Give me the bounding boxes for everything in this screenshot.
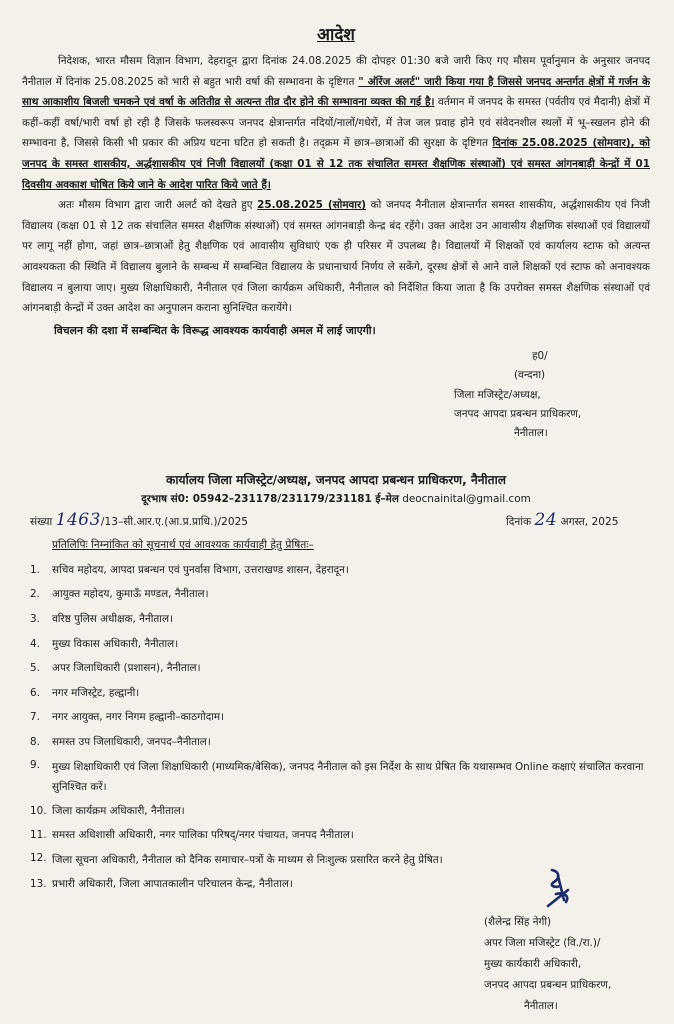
recipient-text: समस्त उप जिलाधिकारी, जनपद–नैनीताल।: [52, 735, 211, 748]
recipient-item: [22, 607, 650, 632]
recipients-list: [22, 558, 650, 897]
recipient-number: 10.: [30, 804, 47, 817]
recipient-number: 12.: [30, 851, 47, 864]
recipient-text: आयुक्त महोदय, कुमाऊँ मण्डल, नैनीताल।: [52, 588, 209, 601]
ref-code: /13–सी.आर.ए.(आ.प्र.प्राधि.)/2025: [100, 515, 249, 528]
recipient-number: 13.: [30, 877, 47, 890]
date-rest: अगस्त, 2025: [560, 515, 619, 528]
sig1-line: जिला मजिस्ट्रेट/अध्यक्ष,: [454, 388, 541, 401]
signature-scribble-icon: [530, 866, 580, 916]
p1-order: दिनांक 25.08.2025 (सोमवार), को जनपद के समस्त शासकीय, अर्द्धशासकीय एवं निजी विद्यालयों (कक्षा 01 से 12 तक संचालित समस्त शैक्षणिक संस्थाओं) एवं समस्त आंगनबाड़ी केन्द्रों में 01 दिवसीय अवकाश घोषित किये जाने के आदेश पारित किये जाते हैं।: [22, 137, 650, 191]
p1-lead: निदेशक, भारत मौसम विज्ञान विभाग, देहरादून द्वारा दिनांक 24.08.2025 की दोपहर 01:30 बजे जारी किए गए मौसम पूर्वानुमान के अनुसार जनपद नैनीताल में दिनांक 25.08.2025 को भारी से बहुत भारी वर्षा की सम्भावना के दृष्टिगत: [22, 55, 650, 88]
warning-line: विचलन की दशा में सम्बन्धित के विरूद्ध आवश्यक कार्यवाही अमल में लाई जाएगी।: [54, 323, 376, 337]
sig1-line: नैनीताल।: [514, 427, 548, 440]
recipient-text: वरिष्ठ पुलिस अधीक्षक, नैनीताल।: [52, 612, 173, 625]
sig2-line: नैनीताल।: [524, 1000, 558, 1013]
recipient-item: [22, 799, 650, 824]
p1-mid: वर्तमान में जनपद के समस्त (पर्वतीय एवं मैदानी) क्षेत्रों में कहीं–कहीं वर्षा/भारी वर्षा हो रही है जिसके फलस्वरूप जनपद क्षेत्रान्तर्गत नदियों/नालों/गधेरों, में तेज जल प्रवाह होने एवं संवेदनशील स्थलों में भू–स्खलन होने की सम्भावना है, जिससे किसी भी प्रकार की अप्रिय घटना घटित हो सकती है। तद्क्रम में छात्र–छात्राओं की सुरक्षा के दृष्टिगत: [22, 96, 650, 150]
ref-handwritten-number: 1463: [55, 509, 101, 530]
recipient-text: समस्त अधिशासी अधिकारी, नगर पालिका परिषद्/नगर पंचायत, जनपद नैनीताल।: [52, 829, 354, 842]
recipient-number: 3.: [30, 612, 40, 625]
paragraph-1: [22, 51, 650, 195]
recipient-item: [22, 681, 650, 706]
signature-block-dm: [454, 347, 650, 444]
recipient-number: 5.: [30, 662, 40, 675]
recipient-text: नगर मजिस्ट्रेट, हल्द्वानी।: [52, 686, 140, 699]
copy-to-header: प्रतिलिपिः निम्नांकित को सूचनार्थ एवं आवश्यक कार्यवाही हेतु प्रेषितः–: [52, 538, 314, 551]
phone-label: दूरभाष सं0: 05942–231178/231179/231181 ई–मेल: [141, 492, 399, 505]
sig1-line: जनपद आपदा प्रबन्धन प्राधिकरण,: [454, 407, 582, 420]
recipient-text: जिला कार्यक्रम अधिकारी, नैनीताल।: [52, 804, 185, 817]
recipient-number: 9.: [30, 758, 40, 771]
contact-line: [22, 490, 650, 508]
recipient-number: 8.: [30, 735, 40, 748]
ref-label: संख्या: [30, 515, 53, 528]
sig1-line: ह0/: [532, 349, 548, 362]
sig2-line: अपर जिला मजिस्ट्रेट (वि./रा.)/: [484, 937, 601, 950]
signature-block-adm: [484, 912, 650, 1017]
reference-number: [30, 510, 248, 530]
recipient-text: मुख्य शिक्षाधिकारी एवं जिला शिक्षाधिकारी (माध्यमिक/बेसिक), जनपद नैनीताल को इस निर्देश के साथ प्रेषित कि यथासम्भव Online कक्षाएं संचालित करवाना सुनिश्चित करें।: [52, 760, 644, 793]
recipient-item: [22, 705, 650, 730]
p1-alert: " ऑरेंज अलर्ट" जारी किया गया है जिससे जनपद अन्तर्गत क्षेत्रों में गर्जन के साथ आकाशीय बिजली चमकने एवं वर्षा के अतितीव्र से अत्यन्त तीव्र दौर होने की सम्भावना व्यक्त की गई है।: [22, 75, 650, 109]
email-address: deocnainital@gmail.com: [402, 492, 531, 505]
recipient-item: [22, 582, 650, 607]
recipient-text: नगर आयुक्त, नगर निगम हल्द्वानी–काठगोदाम।: [52, 711, 225, 724]
recipient-text: अपर जिलाधिकारी (प्रशासन), नैनीताल।: [52, 662, 201, 675]
recipient-number: 2.: [30, 588, 40, 601]
recipient-number: 4.: [30, 637, 40, 650]
sig1-line: (वन्दना): [514, 369, 546, 382]
p2-date: 25.08.2025 (सोमवार): [257, 199, 366, 212]
office-heading: कार्यालय जिला मजिस्ट्रेट/अध्यक्ष, जनपद आपदा प्रबन्धन प्राधिकरण, नैनीताल: [165, 472, 506, 487]
recipient-text: सचिव महोदय, आपदा प्रबन्धन एवं पुनर्वास विभाग, उत्तराखण्ड शासन, देहरादून।: [52, 563, 349, 576]
sig2-line: जनपद आपदा प्रबन्धन प्राधिकरण,: [484, 979, 612, 992]
recipient-item: [22, 632, 650, 657]
recipient-number: 1.: [30, 563, 40, 576]
recipient-text: जिला सूचना अधिकारी, नैनीताल को दैनिक समाचार–पत्रों के माध्यम से निःशुल्क प्रसारित करने हेतु प्रेषित।: [52, 853, 443, 866]
p2-lead: अतः मौसम विभाग द्वारा जारी अलर्ट को देखते हुए: [58, 199, 258, 212]
recipient-number: 7.: [30, 711, 40, 724]
document-title: आदेश: [317, 25, 355, 45]
recipient-number: 11.: [30, 829, 47, 842]
reference-row: [22, 510, 650, 536]
recipient-text: मुख्य विकास अधिकारी, नैनीताल।: [52, 637, 179, 650]
recipient-item: [22, 656, 650, 681]
recipient-item: [22, 730, 650, 755]
sig2-line: (शैलेन्द्र सिंह नेगी): [484, 916, 552, 929]
paragraph-2: [22, 195, 650, 319]
sig2-line: मुख्य कार्यकारी अधिकारी,: [484, 958, 582, 971]
p2-rest: को जनपद नैनीताल क्षेत्रान्तर्गत समस्त शासकीय, अर्द्धशासकीय एवं निजी विद्यालय (कक्षा 01 से 12 तक संचालित समस्त शैक्षणिक संस्थाओं) एवं समस्त आंगनबाड़ी केन्द्र बंद रहेंगे। उक्त आदेश उन आवासीय शैक्षणिक संस्थाओं एवं विद्यालयों पर लागू नहीं होगा, जहां छात्र–छात्राओं हेतु शैक्षणिक एवं आवासीय सुविधाएं एक ही परिसर में उपलब्ध है। विद्यालयों में शिक्षकों एवं कार्यालय स्टाफ को अत्यन्त आवश्यकता की स्थिति में विद्यालय बुलाने के सम्बन्ध में सम्बन्धित विद्यालय के प्रधानाचार्य निर्णय ले सकेंगे, दूरस्थ क्षेत्रों से आने वाले शिक्षकों एवं स्टाफ को अनावश्यक विद्यालय न बुलाया जाए। मुख्य शिक्षाधिकारी, नैनीताल एवं जिला कार्यक्रम अधिकारी, नैनीताल को निर्देशित किया जाता है कि उपरोक्त समस्त शैक्षणिक संस्थाओं एवं आंगनबाड़ी केन्द्रों में उक्त आदेश का अनुपालन कराना सुनिश्चित करायेंगे।: [22, 199, 651, 315]
recipient-text: प्रभारी अधिकारी, जिला आपातकालीन परिचालन केन्द्र, नैनीताल।: [52, 877, 293, 890]
recipient-item: [22, 558, 650, 583]
date-label: दिनांक: [506, 515, 532, 528]
recipient-item: [22, 823, 650, 848]
reference-date: [506, 510, 618, 530]
date-handwritten-day: 24: [534, 509, 558, 530]
recipient-number: 6.: [30, 686, 40, 699]
recipient-item: [22, 755, 650, 799]
